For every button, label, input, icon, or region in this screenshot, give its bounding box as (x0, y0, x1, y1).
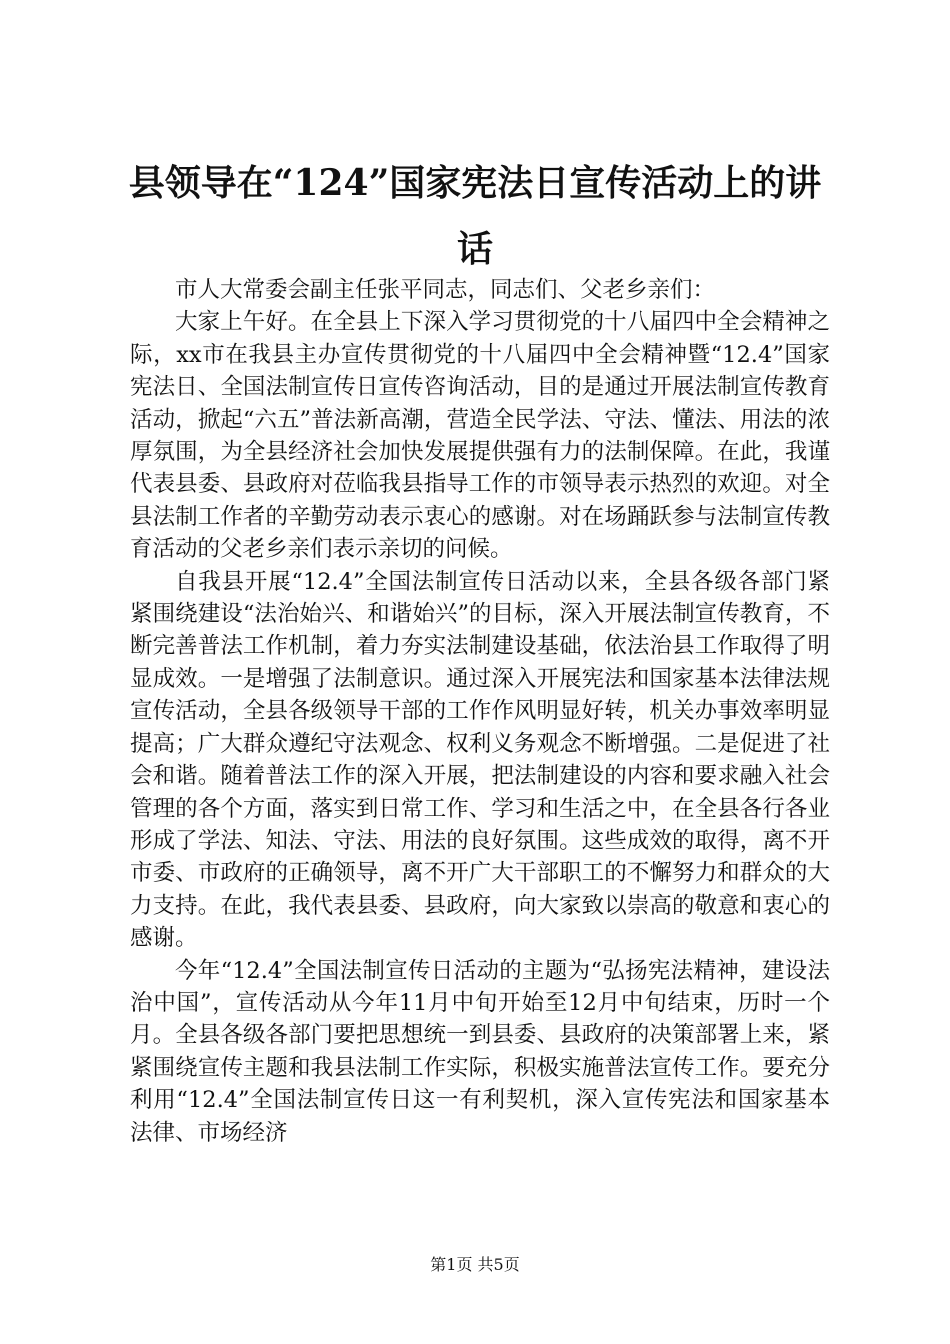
document-title: 县领导在“124”国家宪法日宣传活动上的讲话 (128, 162, 822, 270)
document-body (130, 274, 830, 1149)
body-paragraph: 大家上午好。在全县上下深入学习贯彻党的十八届四中全会精神之际，xx市在我县主办宣传贯彻党的十八届四中全会精神暨“12.4”国家宪法日、全国法制宣传日宣传咨询活动，目的是通过开展法制宣传教育活动，掀起“六五”普法新高潮，营造全民学法、守法、懂法、用法的浓厚氛围，为全县经济社会加快发展提供强有力的法制保障。在此，我谨代表县委、县政府对莅临我县指导工作的市领导表示热烈的欢迎。对全县法制工作者的辛勤劳动表示衷心的感谢。对在场踊跃参与法制宣传教育活动的父老乡亲们表示亲切的问候。 (130, 309, 830, 563)
page-number-footer: 第1页 共5页 (430, 1255, 520, 1274)
salutation-paragraph: 市人大常委会副主任张平同志，同志们、父老乡亲们： (175, 277, 716, 303)
body-paragraph: 自我县开展“12.4”全国法制宣传日活动以来，全县各级各部门紧紧围绕建设“法治始兴、和谐始兴”的目标，深入开展法制宣传教育，不断完善普法工作机制，着力夯实法制建设基础，依法治县工作取得了明显成效。一是增强了法制意识。通过深入开展宪法和国家基本法律法规宣传活动，全县各级领导干部的工作作风明显好转，机关办事效率明显提高；广大群众遵纪守法观念、权利义务观念不断增强。二是促进了社会和谐。随着普法工作的深入开展，把法制建设的内容和要求融入社会管理的各个方面，落实到日常工作、学习和生活之中，在全县各行各业形成了学法、知法、守法、用法的良好氛围。这些成效的取得，离不开市委、市政府的正确领导，离不开广大干部职工的不懈努力和群众的大力支持。在此，我代表县委、县政府，向大家致以崇高的敬意和衷心的感谢。 (130, 568, 830, 952)
body-paragraph: 今年“12.4”全国法制宣传日活动的主题为“弘扬宪法精神，建设法治中国”，宣传活动从今年11月中旬开始至12月中旬结束，历时一个月。全县各级各部门要把思想统一到县委、县政府的决策部署上来，紧紧围绕宣传主题和我县法制工作实际，积极实施普法宣传工作。要充分利用“12.4”全国法制宣传日这一有利契机，深入宣传宪法和国家基本法律、市场经济 (130, 957, 830, 1146)
